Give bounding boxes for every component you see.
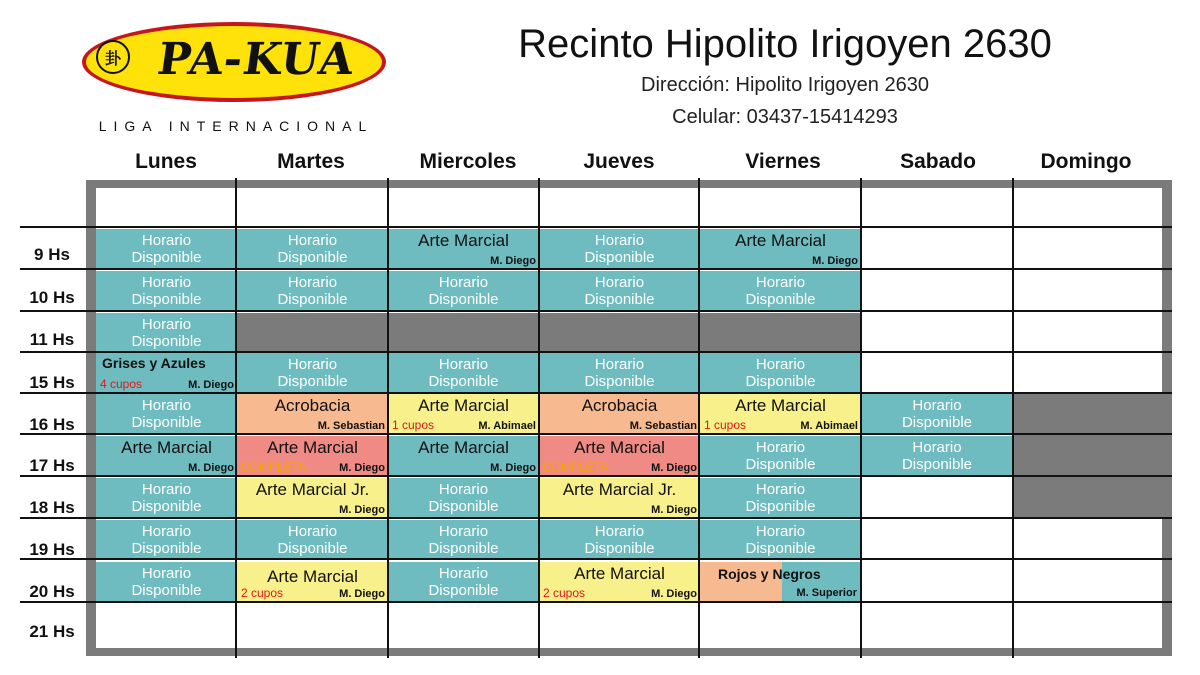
class-martes-18 [237,478,388,518]
slot-lunes-18: Horario Disponible [96,478,237,518]
slot-lunes-9: Horario Disponible [96,229,237,269]
slot-viernes-15: Horario Disponible [700,353,861,393]
class-instructor: M. Diego [490,255,536,267]
slot-viernes-18: Horario Disponible [700,478,861,518]
slot-miercoles-20: Horario Disponible [388,562,539,602]
class-martes-20 [237,562,388,602]
hour-label-21: 21 Hs [29,622,75,641]
class-name: Arte Marcial [574,564,665,583]
hour-label-10: 10 Hs [29,288,75,307]
slot-miercoles-19: Horario Disponible [388,520,539,560]
hour-label-11: 11 Hs [29,330,75,349]
class-lunes-15 [96,353,237,393]
slot-jueves-10: Horario Disponible [539,271,700,311]
pa-kua-logo [80,20,400,140]
slot-jueves-19: Horario Disponible [539,520,700,560]
closed-block-domingo [1013,394,1162,518]
grid-line [20,558,1172,560]
class-spots: 4 cupos [100,377,143,391]
class-instructor: M. Diego [651,588,697,600]
class-instructor: M. Diego [490,462,536,474]
grid-line [20,517,1172,519]
hour-label-15: 15 Hs [29,373,75,392]
slot-viernes-19: Horario Disponible [700,520,861,560]
grid-line [20,601,1172,603]
class-instructor: M. Abimael [800,420,858,432]
slot-lunes-10: Horario Disponible [96,271,237,311]
class-jueves-16 [539,394,700,434]
slot-miercoles-10: Horario Disponible [388,271,539,311]
slot-miercoles-15: Horario Disponible [388,353,539,393]
grid-line [698,178,700,658]
slot-viernes-17: Horario Disponible [700,436,861,476]
slot-jueves-9: Horario Disponible [539,229,700,269]
slot-lunes-19: Horario Disponible [96,520,237,560]
class-name: Arte Marcial [121,438,212,457]
logo-subtitle: LIGA INTERNACIONAL [98,118,374,134]
class-instructor: M. Superior [796,587,857,599]
closed-block-11 [237,313,861,353]
address-text: Dirección: Hipolito Irigoyen 2630 [641,74,929,96]
hour-label-20: 20 Hs [29,582,75,601]
grid-line [20,268,1172,270]
grid-line [20,392,1172,394]
phone-text: Celular: 03437-15414293 [672,106,898,128]
grid-line [20,475,1172,477]
grid-line [1012,178,1014,658]
logo-text: PA-KUA [154,34,358,85]
day-header-domingo: Domingo [1040,150,1132,173]
class-spots: 2 cupos [543,586,586,600]
class-name: Arte Marcial Jr. [255,480,370,499]
class-miercoles-9 [388,229,539,269]
day-header-martes: Martes [277,150,345,173]
day-header-lunes: Lunes [135,150,197,173]
class-name: Arte Marcial [735,396,826,415]
class-instructor: M. Diego [812,255,858,267]
grid-line [387,178,389,658]
slot-lunes-11: Horario Disponible [96,313,237,353]
class-instructor: M. Diego [651,504,697,516]
class-miercoles-16 [388,394,539,434]
class-miercoles-17 [388,436,539,476]
hour-label-9: 9 Hs [34,245,70,264]
slot-martes-15: Horario Disponible [237,353,388,393]
class-name: Acrobacia [581,396,658,415]
class-spots: 1 cupos [392,418,435,432]
class-viernes-16 [700,394,861,434]
class-name: Rojos y Negros [718,566,821,582]
page-title: Recinto Hipolito Irigoyen 2630 [518,22,1052,66]
class-name: Arte Marcial [267,567,358,586]
logo-seal-icon: 卦 [96,40,130,74]
class-full-status: COMPLETA [241,460,307,474]
slot-viernes-10: Horario Disponible [700,271,861,311]
day-header-viernes: Viernes [745,150,821,173]
class-instructor: M. Sebastian [317,420,385,432]
hour-label-18: 18 Hs [29,498,75,517]
class-spots: 1 cupos [704,418,747,432]
grid-line [20,351,1172,353]
hour-label-17: 17 Hs [29,456,75,475]
slot-sabado-17: Horario Disponible [861,436,1013,476]
class-name: Arte Marcial [735,231,826,250]
class-instructor: M. Diego [339,588,385,600]
class-jueves-20 [539,562,700,602]
class-viernes-9 [700,229,861,269]
hour-label-19: 19 Hs [29,540,75,559]
class-instructor: M. Diego [339,462,385,474]
class-full-status: COMPLETA [543,460,609,474]
slot-jueves-15: Horario Disponible [539,353,700,393]
slot-sabado-16: Horario Disponible [861,394,1013,434]
grid-line [860,178,862,658]
day-header-jueves: Jueves [583,150,655,173]
class-martes-16 [237,394,388,434]
class-name: Arte Marcial [267,438,358,457]
slot-martes-19: Horario Disponible [237,520,388,560]
class-martes-17 [237,436,388,476]
class-name: Arte Marcial [418,438,509,457]
class-name: Arte Marcial [574,438,665,457]
class-jueves-17 [539,436,700,476]
slot-miercoles-18: Horario Disponible [388,478,539,518]
class-viernes-20 [700,562,861,602]
class-name: Arte Marcial [418,231,509,250]
grid-line [20,310,1172,312]
class-instructor: M. Diego [188,462,234,474]
hour-label-16: 16 Hs [29,415,75,434]
grid-line [20,433,1172,435]
class-instructor: M. Sebastian [629,420,697,432]
grid-line [538,178,540,658]
class-instructor: M. Abimael [478,420,536,432]
grid-line [235,178,237,658]
class-name: Acrobacia [274,396,351,415]
class-instructor: M. Diego [188,379,234,391]
class-name: Arte Marcial Jr. [562,480,677,499]
class-instructor: M. Diego [339,504,385,516]
slot-lunes-16: Horario Disponible [96,394,237,434]
class-name: Arte Marcial [418,396,509,415]
class-lunes-17 [96,436,237,476]
day-header-sabado: Sabado [900,150,976,173]
class-instructor: M. Diego [651,462,697,474]
slot-lunes-20: Horario Disponible [96,562,237,602]
day-header-miercoles: Miercoles [419,150,517,173]
slot-martes-9: Horario Disponible [237,229,388,269]
class-jueves-18 [539,478,700,518]
class-spots: 2 cupos [241,586,284,600]
grid-line [20,226,1172,228]
slot-martes-10: Horario Disponible [237,271,388,311]
class-name: Grises y Azules [102,355,206,371]
